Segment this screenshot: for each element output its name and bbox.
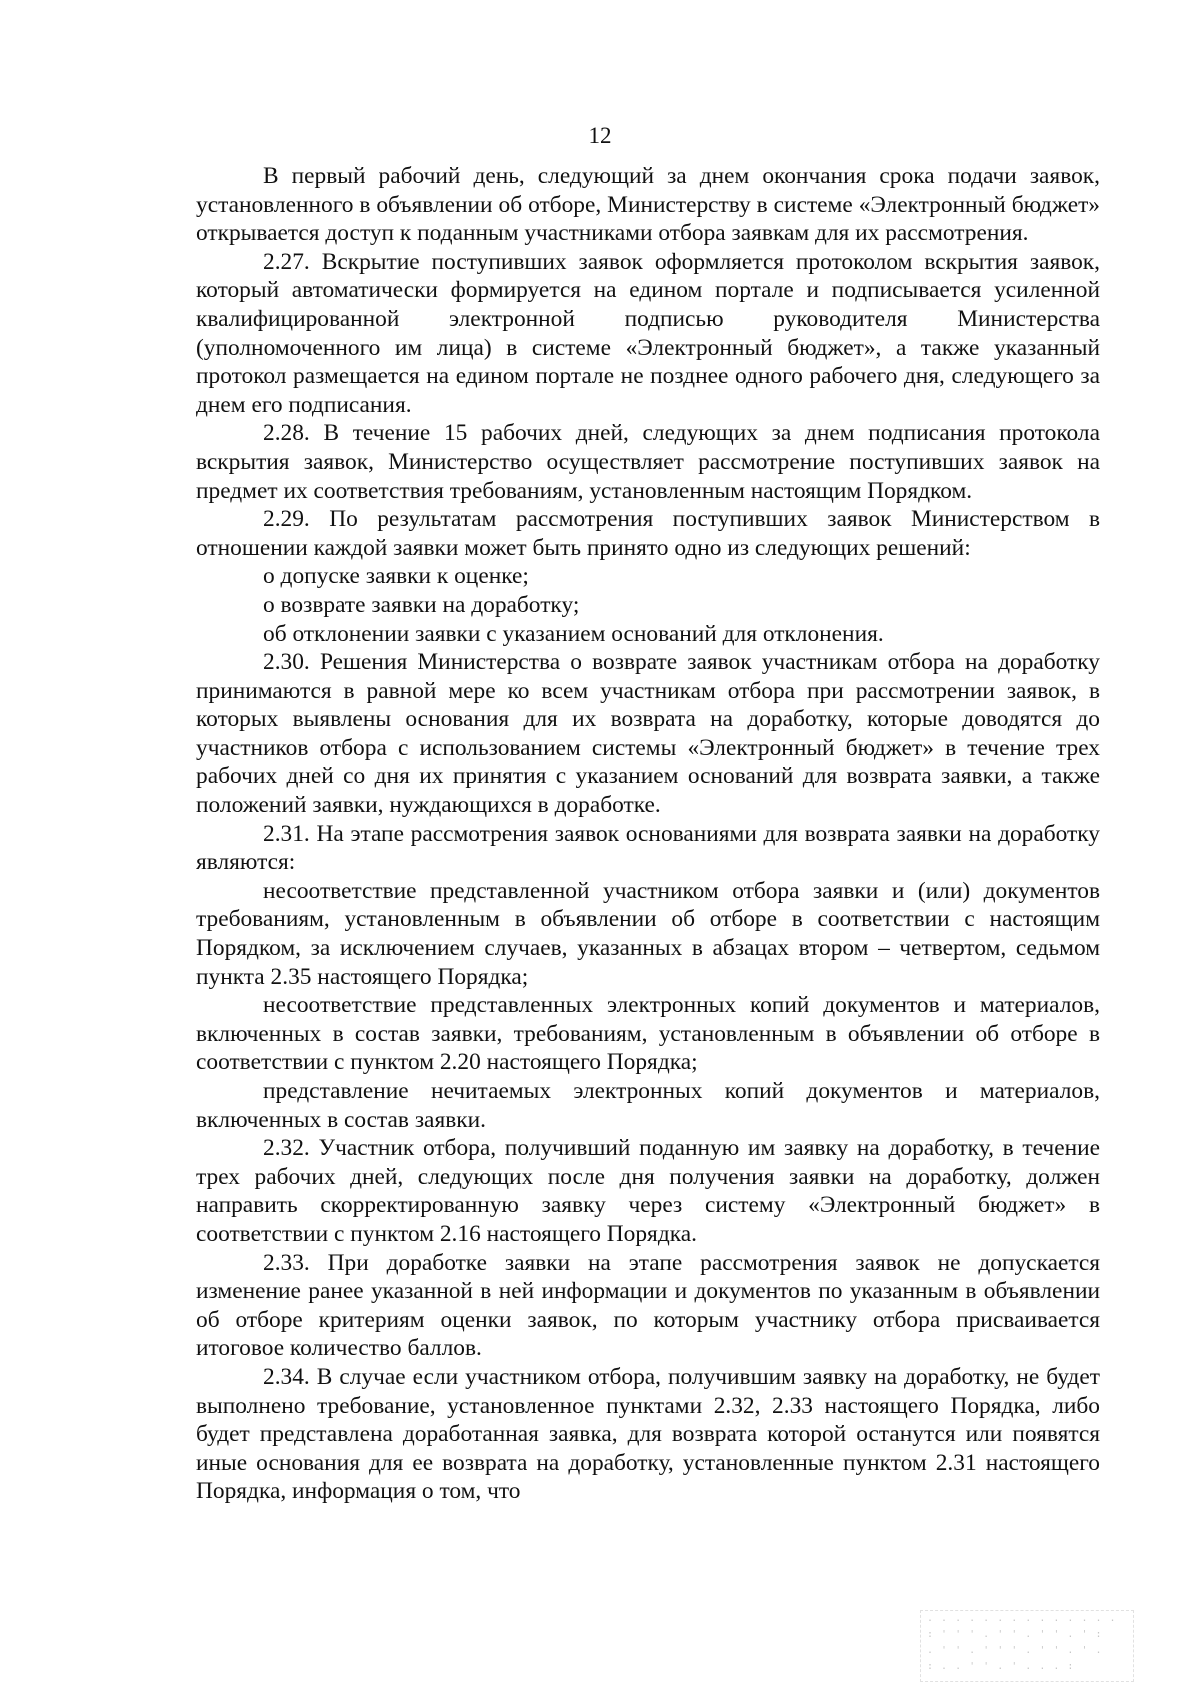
- paragraph-2-29: 2.29. По результатам рассмотрения поступивших заявок Министерством в отношении каждой заявки может быть принято одно из следующих решений:: [196, 506, 1100, 561]
- paragraph-2-32: 2.32. Участник отбора, получивший поданную им заявку на доработку, в течение трех рабочих дней, следующих после дня получения заявки на доработку, должен направить скорректированную заявку через систему «Электронный бюджет» в соответствии с пунктом 2.16 настоящего Порядка.: [196, 1135, 1100, 1247]
- list-item-rejection: об отклонении заявки с указанием оснований для отклонения.: [263, 620, 884, 647]
- page-number: 12: [588, 123, 612, 148]
- list-item-admission: о допуске заявки к оценке;: [263, 563, 529, 590]
- paragraph-2-34: 2.34. В случае если участником отбора, получившим заявку на доработку, не будет выполнено требование, установленное пунктами 2.32, 2.33 настоящего Порядка, либо будет представлена доработанная заявка, для возврата которой останутся или появятся иные основания для ее возврата на доработку, установленные пунктом 2.31 настоящего Порядка, информация о том, что: [196, 1363, 1100, 1505]
- paragraph-2-31: 2.31. На этапе рассмотрения заявок основаниями для возврата заявки на доработку являются:: [196, 820, 1100, 876]
- paragraph-2-30: 2.30. Решения Министерства о возврате заявок участникам отбора на доработку принимаются в равной мере ко всем участникам отбора при рассмотрении заявок, в которых выявлены основания для их возврата на доработку, которые доводятся до участников отбора с использованием системы «Электронный бюджет» в течение трех рабочих дней со дня их принятия с указанием оснований для возврата заявки, а также положений заявки, нуждающихся в доработке.: [196, 649, 1100, 819]
- faint-stamp: . . . . . . . . . . . . . . : ' ' ' . ' ' . ' ' . ' : . ' ' . ' ' ' . ' ' . ' . : . . ' ' . ' . . . :: [920, 1610, 1134, 1682]
- paragraph-2-27: 2.27. Вскрытие поступивших заявок оформляется протоколом вскрытия заявок, который автоматически формируется на едином портале и подписывается усиленной квалифицированной электронной подписью руководителя Министерства (уполномоченного им лица) в системе «Электронный бюджет», а также указанный протокол размещается на едином портале не позднее одного рабочего дня, следующего за днем его подписания.: [196, 248, 1100, 418]
- paragraph-2-33: 2.33. При доработке заявки на этапе рассмотрения заявок не допускается изменение ранее указанной в ней информации и документов по указанным в объявлении об отборе критериям оценки заявок, по которым участнику отбора присваивается итоговое количество баллов.: [196, 1249, 1100, 1362]
- paragraph-2-31-ground-3: представление нечитаемых электронных копий документов и материалов, включенных в состав заявки.: [196, 1078, 1100, 1133]
- document-body: [196, 162, 1100, 1506]
- paragraph-2-28: 2.28. В течение 15 рабочих дней, следующих за днем подписания протокола вскрытия заявок, Министерство осуществляет рассмотрение поступивших заявок на предмет их соответствия требованиям, установленным настоящим Порядком.: [196, 420, 1100, 504]
- paragraph-2-31-ground-2: несоответствие представленных электронных копий документов и материалов, включенных в состав заявки, требованиям, установленным в объявлении об отборе в соответствии с пунктом 2.20 настоящего Порядка;: [196, 992, 1100, 1076]
- paragraph-intro: В первый рабочий день, следующий за днем окончания срока подачи заявок, установленного в объявлении об отборе, Министерству в системе «Электронный бюджет» открывается доступ к поданным участниками отбора заявкам для их рассмотрения.: [196, 163, 1100, 247]
- list-item-return: о возврате заявки на доработку;: [263, 591, 580, 618]
- paragraph-2-31-ground-1: несоответствие представленной участником отбора заявки и (или) документов требованиям, установленным в объявлении об отборе в соответствии с настоящим Порядком, за исключением случаев, указанных в абзацах втором – четвертом, седьмом пункта 2.35 настоящего Порядка;: [196, 877, 1100, 990]
